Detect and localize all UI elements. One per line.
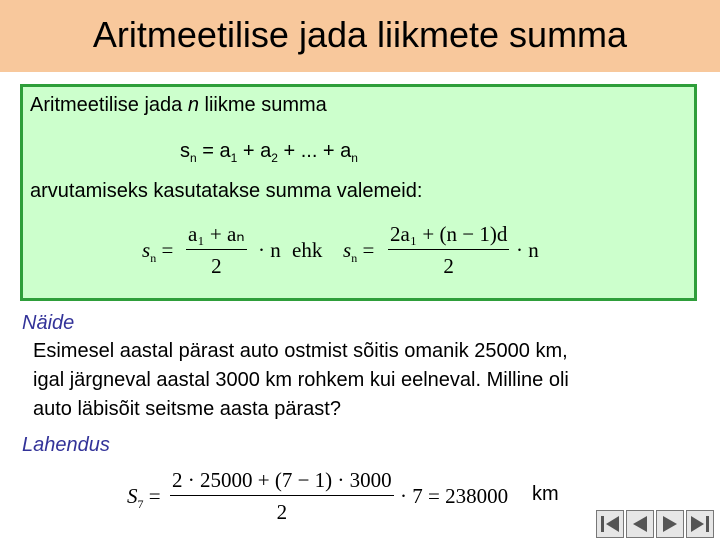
sum-definition (180, 140, 358, 165)
f1-numerator: a₁ + aₙ (186, 222, 247, 250)
formula1-fraction (186, 222, 247, 279)
f2-s-sub: n (351, 251, 358, 266)
sum-plus: + a (237, 140, 272, 162)
first-slide-button[interactable] (596, 510, 624, 538)
example-line-1: Esimesel aastal pärast auto ostmist sõitis omanik 25000 km, (33, 340, 568, 362)
sum-dots: + ... + a (277, 140, 352, 162)
f2-mult: · n (516, 238, 539, 262)
sol-eq: = (148, 484, 161, 508)
sum-n-sub: n (190, 151, 197, 165)
sum-2-sub: 2 (271, 151, 278, 165)
intro-post: liikme summa (198, 94, 327, 116)
sum-nn-sub: n (351, 151, 358, 165)
ehk-word: ehk (292, 238, 323, 262)
intro-var: n (187, 94, 199, 116)
f1-denominator: 2 (211, 254, 222, 278)
intro-line (30, 94, 327, 117)
first-icon (597, 511, 623, 537)
formula-text: arvutamiseks kasutatakse summa valemeid: (30, 180, 423, 202)
f2-denominator: 2 (443, 254, 454, 278)
f1-eq: = (161, 238, 174, 262)
sol-s: S (127, 484, 138, 508)
f2-s: s (343, 238, 352, 262)
f2-numerator: 2a₁ + (n − 1)d (388, 222, 509, 250)
prev-icon (627, 511, 653, 537)
f2-eq: = (362, 238, 375, 262)
sol-numerator: 2 · 25000 + (7 − 1) · 3000 (170, 468, 394, 496)
f1-mult: · n (258, 238, 281, 262)
example-line-2: igal järgneval aastal 3000 km rohkem kui eelneval. Milline oli (33, 369, 569, 391)
intro-pre: Aritmeetilise jada (30, 94, 188, 116)
sum-eq: = a (196, 140, 231, 162)
formula2-fraction (388, 222, 509, 279)
formula2-lhs (343, 238, 374, 266)
solution-unit: km (532, 483, 559, 505)
next-icon (657, 511, 683, 537)
solution-fraction (170, 468, 394, 525)
sol-denominator: 2 (276, 500, 288, 524)
solution-label: Lahendus (22, 434, 110, 456)
formula1-lhs (142, 238, 173, 266)
next-slide-button[interactable] (656, 510, 684, 538)
f1-s-sub: n (150, 251, 157, 266)
sol-s-sub: 7 (137, 497, 144, 512)
solution-result: · 7 = 238000 (400, 484, 509, 508)
solution-lhs (127, 484, 161, 512)
prev-slide-button[interactable] (626, 510, 654, 538)
last-icon (687, 511, 713, 537)
page-title: Aritmeetilise jada liikmete summa (92, 14, 628, 55)
example-label: Näide (22, 312, 75, 334)
f1-s: s (142, 238, 151, 262)
example-line-3: auto läbisõit seitsme aasta pärast? (33, 398, 341, 420)
sum-s: s (180, 140, 190, 162)
sum-1-sub: 1 (230, 151, 238, 165)
last-slide-button[interactable] (686, 510, 714, 538)
